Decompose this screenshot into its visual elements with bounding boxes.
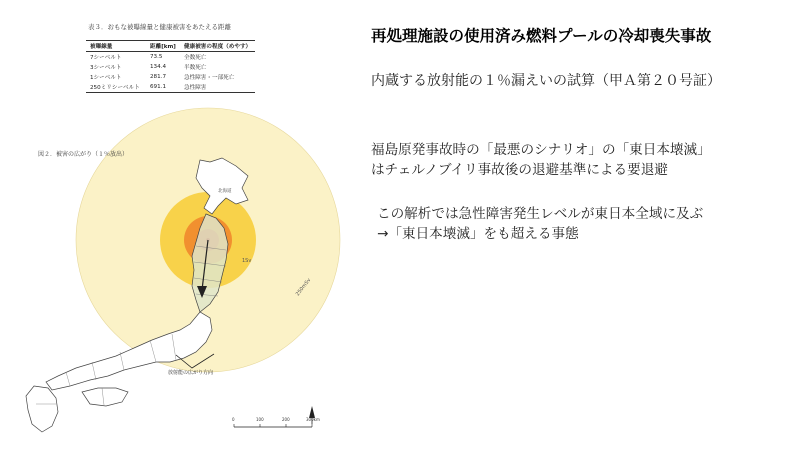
table-cell: 3シーベルト: [90, 65, 122, 71]
scale-bar: [232, 417, 320, 427]
table-cell: 134.4: [150, 64, 167, 70]
table-cell: 急性障害・一部死亡: [184, 75, 235, 81]
slide-subtitle: 内蔵する放射能の１％漏えいの試算（甲Ａ第２０号証）: [371, 73, 721, 89]
scale-label: 200: [282, 417, 290, 422]
table-cell: 281.7: [150, 74, 167, 80]
table-row: [86, 62, 255, 72]
table-cell: 全数死亡: [184, 55, 207, 61]
text-line: この解析では急性障害発生レベルが東日本全域に及ぶ: [377, 206, 704, 222]
text-line: →「東日本壊滅」をも超える事態: [377, 226, 579, 242]
figure-panel: [0, 0, 345, 462]
table-caption: 表３．おもな被曝線量と健康被害をあたえる距離: [88, 23, 231, 31]
table-cell: 1シーベルト: [90, 75, 122, 81]
map-caption: 図２．被害の広がり（１％放出）: [38, 151, 129, 158]
kyushu-outline: [26, 386, 58, 432]
table-header: 被曝線量: [90, 44, 113, 50]
table-cell: 691.1: [150, 84, 167, 90]
paragraph-analysis: [377, 204, 703, 244]
table-cell: 半数死亡: [184, 65, 207, 71]
table-cell: 250ミリシーベルト: [90, 85, 140, 91]
scale-label: 100: [256, 417, 264, 422]
table-row: [86, 72, 255, 82]
arrow-label: 放射能の広がり方向: [168, 370, 214, 376]
table-header: 健康被害の程度（めやす）: [184, 44, 252, 50]
slide-title: 再処理施設の使用済み燃料プールの冷却喪失事故: [371, 27, 712, 45]
scale-label: 0: [232, 417, 235, 422]
hokkaido-label: 北海道: [218, 189, 232, 194]
text-line: はチェルノブイリ事故後の退避基準による要退避: [371, 162, 668, 178]
table-row: [86, 52, 255, 63]
table-cell: 急性障害: [184, 85, 207, 91]
table-header-row: [86, 41, 255, 52]
table-cell: 73.5: [150, 54, 163, 60]
text-line: 福島原発事故時の「最悪のシナリオ」の「東日本壊滅」: [371, 142, 711, 158]
ring-1sv-label: 1Sv: [242, 258, 252, 264]
ring-250msv-label: 250mSv: [294, 277, 313, 298]
paragraph-worst-scenario: [371, 140, 711, 180]
table-cell: 7シーベルト: [90, 55, 122, 61]
shikoku-outline: [82, 388, 128, 406]
scale-label: 300km: [306, 417, 320, 422]
table-row: [86, 82, 255, 93]
table-header: 距離[km]: [150, 44, 176, 50]
dose-table: [86, 40, 255, 93]
